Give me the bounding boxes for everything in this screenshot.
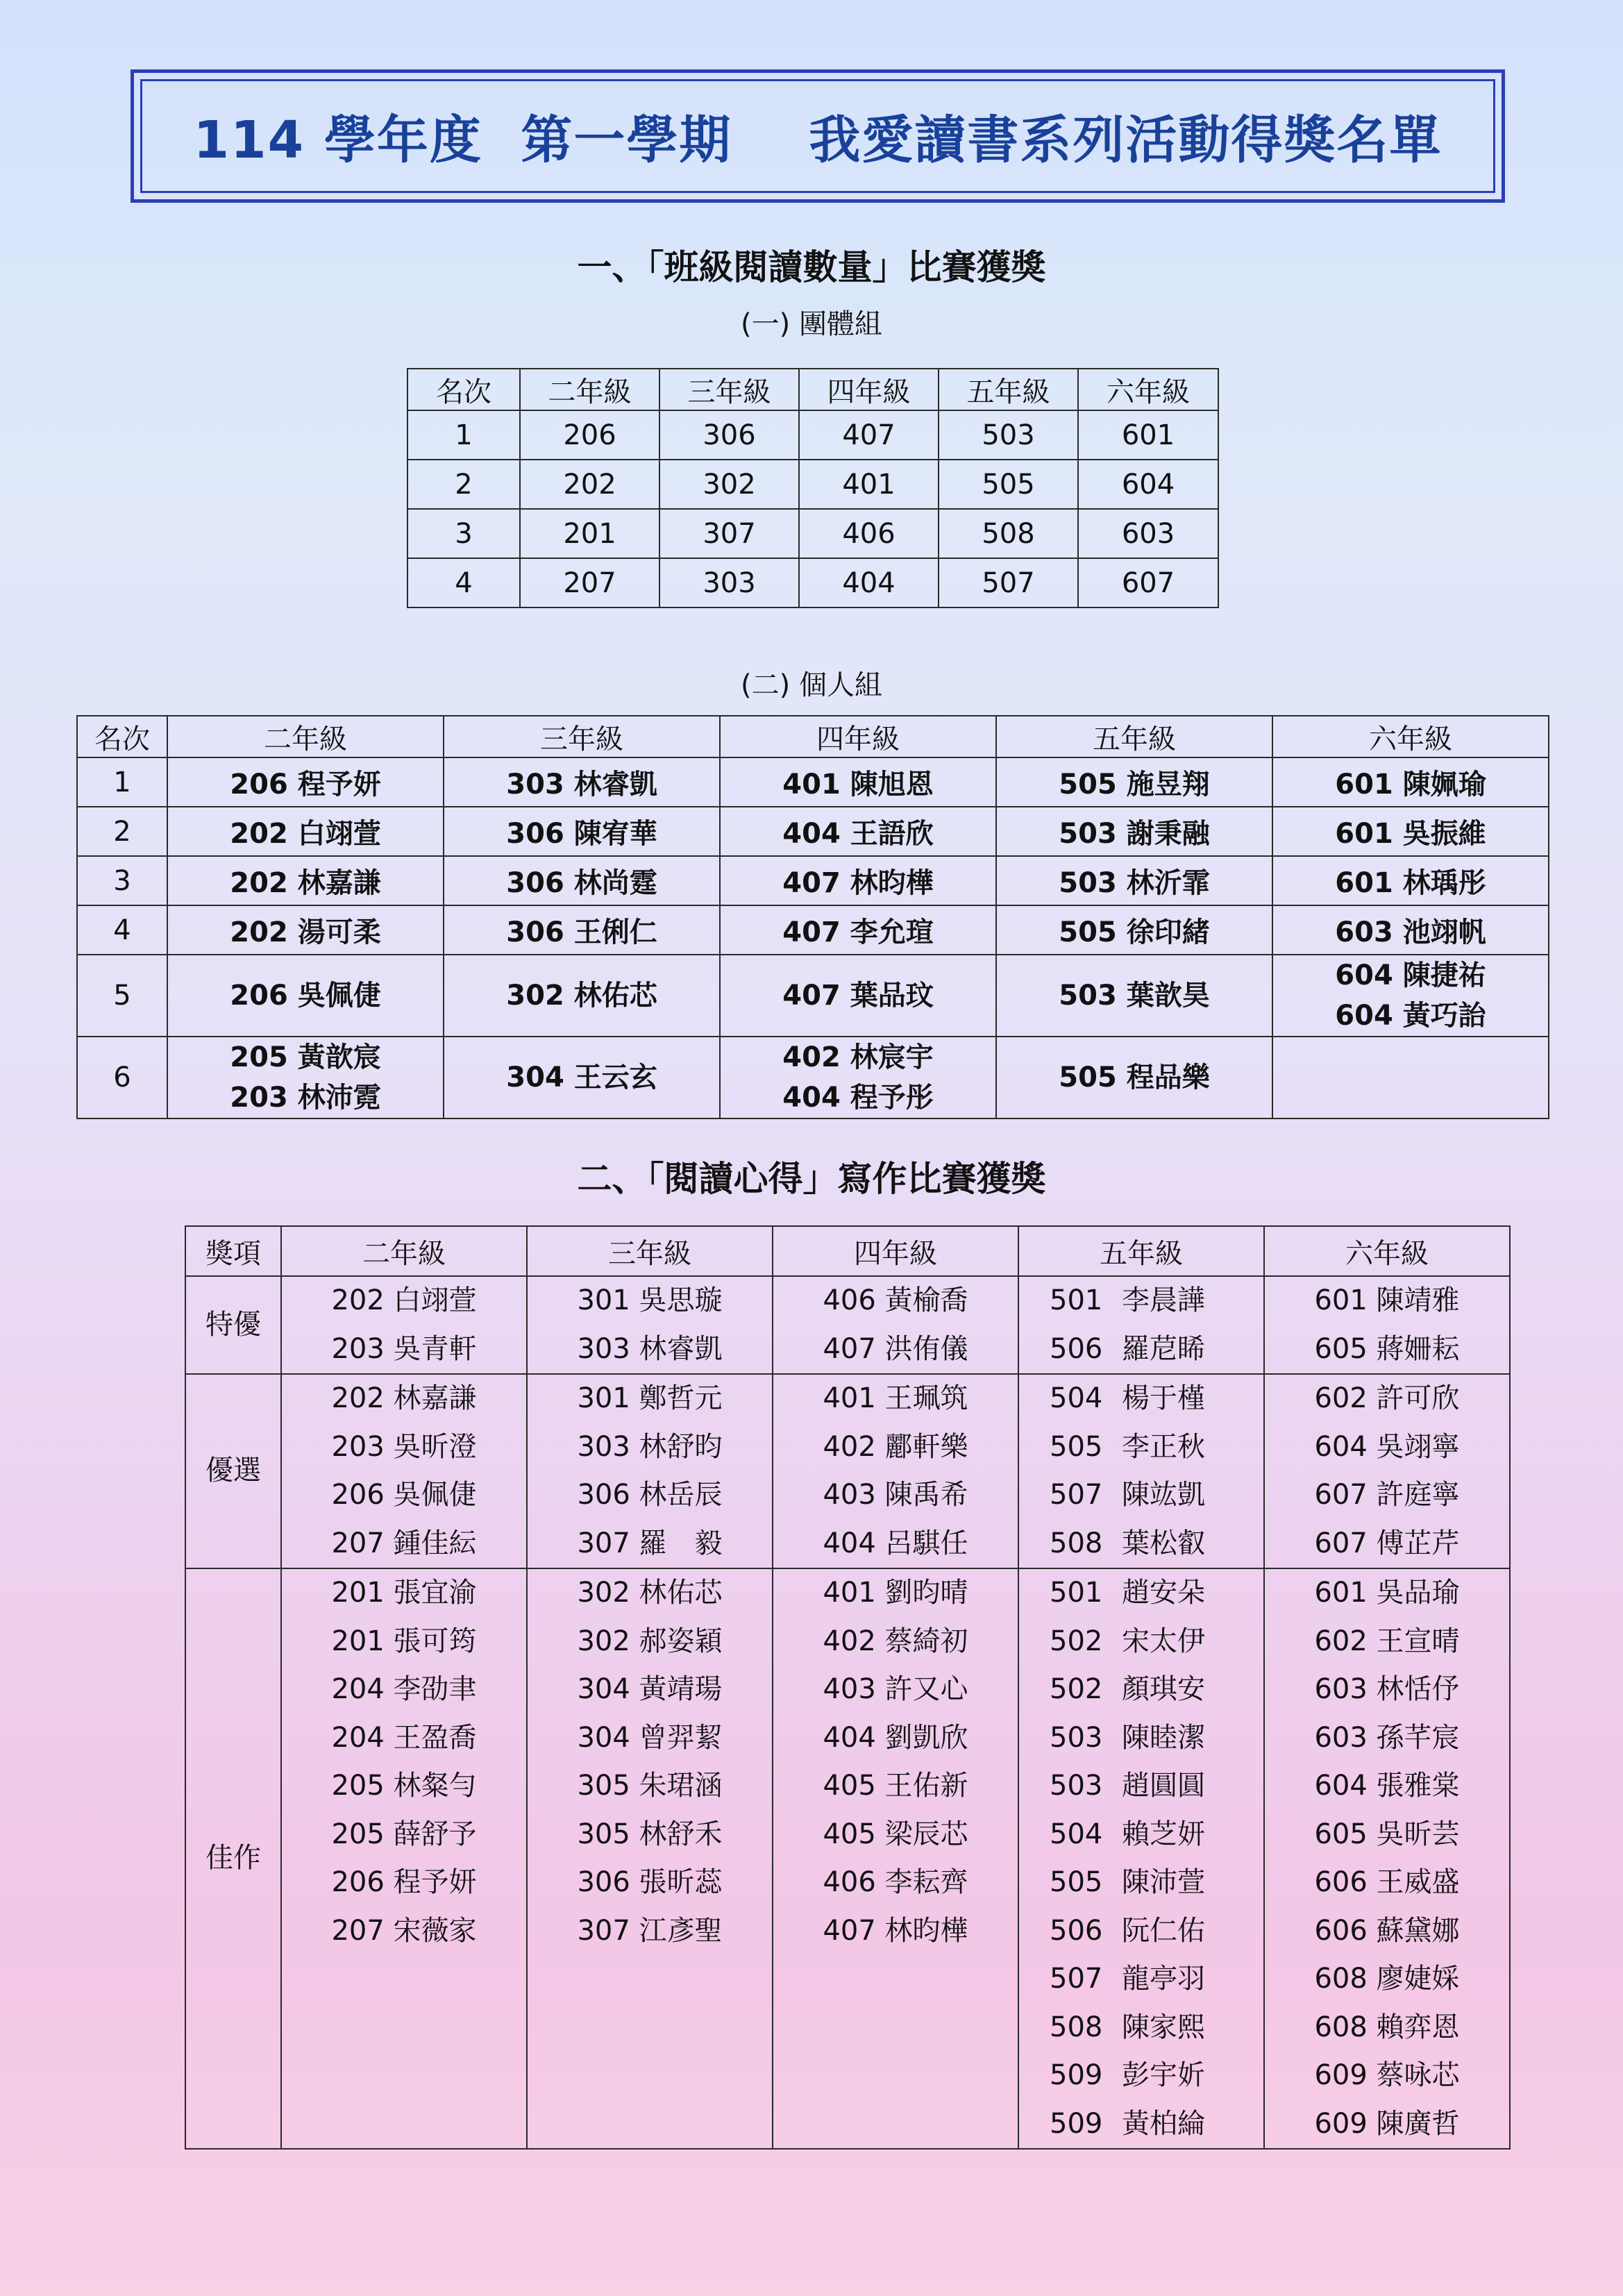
student-cell bbox=[167, 905, 444, 955]
class-number: 503 bbox=[1050, 1721, 1103, 1754]
student-name: 202 林嘉謙 bbox=[331, 1382, 477, 1414]
student-name bbox=[1050, 1762, 1263, 1811]
student-name-text: 陳沛萱 bbox=[1122, 1866, 1205, 1898]
student-name: 609 蔡咏芯 bbox=[1314, 2059, 1460, 2091]
student-cell bbox=[1272, 905, 1549, 955]
student-name: 604 吳翊寧 bbox=[1314, 1430, 1460, 1463]
student-cell bbox=[281, 1568, 527, 2149]
class-cell: 604 bbox=[1078, 460, 1218, 509]
student-name: 306 陳宥華 bbox=[506, 818, 657, 850]
table-row bbox=[407, 509, 1218, 558]
student-name: 605 吳昕芸 bbox=[1314, 1818, 1460, 1850]
student-name: 603 池翊帆 bbox=[1335, 916, 1486, 948]
class-cell: 406 bbox=[799, 509, 939, 558]
student-name: 206 程予妍 bbox=[230, 769, 381, 801]
student-name: 206 吳佩倢 bbox=[230, 980, 381, 1012]
column-header: 六年級 bbox=[1272, 716, 1549, 757]
student-cell bbox=[444, 905, 720, 955]
column-header: 三年級 bbox=[444, 716, 720, 757]
student-name: 605 蔣姍耘 bbox=[1314, 1332, 1460, 1365]
student-name bbox=[1050, 1471, 1263, 1520]
student-cell bbox=[1272, 856, 1549, 905]
student-name bbox=[1050, 1859, 1263, 1907]
class-number: 501 bbox=[1050, 1284, 1103, 1316]
class-cell: 607 bbox=[1078, 558, 1218, 607]
student-cell bbox=[527, 1374, 773, 1568]
class-number: 501 bbox=[1050, 1577, 1103, 1609]
student-name-text: 趙圓圓 bbox=[1122, 1770, 1205, 1802]
student-name: 303 林睿凱 bbox=[506, 769, 657, 801]
student-name: 204 王盈喬 bbox=[331, 1721, 477, 1754]
student-name-text: 羅苨睎 bbox=[1122, 1332, 1205, 1365]
student-name: 207 宋薇家 bbox=[331, 1914, 477, 1947]
student-cell bbox=[720, 856, 996, 905]
student-name: 303 林睿凱 bbox=[577, 1332, 723, 1365]
student-name-text: 顏琪安 bbox=[1122, 1673, 1205, 1705]
group-ranking-table bbox=[407, 368, 1219, 608]
student-name: 404 程予彤 bbox=[782, 1082, 934, 1114]
student-name: 607 傅芷芹 bbox=[1314, 1527, 1460, 1559]
student-name: 407 洪侑儀 bbox=[823, 1332, 968, 1365]
student-cell bbox=[720, 757, 996, 807]
student-name: 402 林宸宇 bbox=[782, 1041, 934, 1073]
student-name: 401 王珮筑 bbox=[823, 1382, 968, 1414]
student-cell bbox=[1272, 1037, 1549, 1118]
student-cell bbox=[773, 1568, 1018, 2149]
class-cell: 503 bbox=[939, 410, 1078, 460]
student-name: 601 吳振維 bbox=[1335, 818, 1486, 850]
student-name: 402 蔡綺初 bbox=[823, 1625, 968, 1657]
student-name: 306 林尚霆 bbox=[506, 867, 657, 899]
column-header: 二年級 bbox=[167, 716, 444, 757]
class-number: 508 bbox=[1050, 2011, 1103, 2043]
student-name: 307 羅 毅 bbox=[577, 1527, 723, 1559]
student-name: 601 林瑀彤 bbox=[1335, 867, 1486, 899]
class-cell: 404 bbox=[799, 558, 939, 607]
student-name bbox=[1050, 1375, 1263, 1423]
student-name-text: 黃柏綸 bbox=[1122, 2107, 1205, 2140]
title-banner bbox=[131, 69, 1505, 203]
student-name: 202 湯可柔 bbox=[230, 916, 381, 948]
student-name: 603 孫芊宸 bbox=[1314, 1721, 1460, 1754]
student-name: 505 徐印緒 bbox=[1059, 916, 1210, 948]
student-cell bbox=[527, 1276, 773, 1374]
student-name: 601 陳姵瑜 bbox=[1335, 769, 1486, 801]
class-number: 507 bbox=[1050, 1963, 1103, 1995]
student-name: 407 李允瑄 bbox=[782, 916, 934, 948]
column-header: 名次 bbox=[77, 716, 167, 757]
student-name: 305 林舒禾 bbox=[577, 1818, 723, 1850]
class-number: 509 bbox=[1050, 2059, 1103, 2091]
student-name: 601 吳品瑜 bbox=[1314, 1577, 1460, 1609]
student-name: 201 張可筠 bbox=[331, 1625, 477, 1657]
student-name: 407 林昀樺 bbox=[823, 1914, 968, 1947]
class-cell: 401 bbox=[799, 460, 939, 509]
student-name-text: 宋太伊 bbox=[1122, 1625, 1205, 1657]
table-header-row bbox=[185, 1226, 1510, 1276]
student-name: 305 朱珺涵 bbox=[577, 1770, 723, 1802]
student-name: 604 陳捷祐 bbox=[1335, 960, 1486, 991]
student-cell bbox=[1264, 1276, 1510, 1374]
student-name bbox=[1050, 2052, 1263, 2100]
award-cell: 特優 bbox=[185, 1276, 281, 1374]
student-name: 304 黃靖瑒 bbox=[577, 1673, 723, 1705]
student-name: 503 葉歆昊 bbox=[1059, 980, 1210, 1012]
student-cell bbox=[281, 1276, 527, 1374]
student-cell bbox=[720, 807, 996, 856]
student-name: 402 酈軒樂 bbox=[823, 1430, 968, 1463]
student-name bbox=[1050, 1666, 1263, 1714]
student-cell bbox=[996, 757, 1272, 807]
student-name-text: 彭宇妡 bbox=[1122, 2059, 1205, 2091]
student-name-text: 龍亭羽 bbox=[1122, 1963, 1205, 1995]
student-cell bbox=[996, 955, 1272, 1037]
rank-cell: 2 bbox=[77, 807, 167, 856]
column-header: 四年級 bbox=[773, 1226, 1018, 1276]
student-name-text: 陳睦潔 bbox=[1122, 1721, 1205, 1754]
student-name: 604 張雅棠 bbox=[1314, 1770, 1460, 1802]
student-name: 203 林沛霓 bbox=[230, 1082, 381, 1114]
column-header: 五年級 bbox=[1018, 1226, 1264, 1276]
student-name: 404 呂騏任 bbox=[823, 1527, 968, 1559]
student-cell bbox=[444, 856, 720, 905]
student-name bbox=[1050, 1423, 1263, 1472]
student-name: 403 許又心 bbox=[823, 1673, 968, 1705]
student-name: 203 吳昕澄 bbox=[331, 1430, 477, 1463]
column-header: 四年級 bbox=[799, 369, 939, 410]
student-name: 302 郝姿穎 bbox=[577, 1625, 723, 1657]
class-cell: 202 bbox=[520, 460, 659, 509]
rank-cell: 1 bbox=[407, 410, 520, 460]
student-name: 201 張宜渝 bbox=[331, 1577, 477, 1609]
student-name: 602 許可欣 bbox=[1314, 1382, 1460, 1414]
class-cell: 603 bbox=[1078, 509, 1218, 558]
student-cell bbox=[167, 1037, 444, 1118]
individual-ranking-table bbox=[76, 715, 1549, 1119]
rank-cell: 4 bbox=[407, 558, 520, 607]
student-name: 406 李耘齊 bbox=[823, 1866, 968, 1898]
class-number: 502 bbox=[1050, 1625, 1103, 1657]
table-row bbox=[185, 1276, 1510, 1374]
student-name bbox=[1050, 1907, 1263, 1956]
student-name: 203 吳青軒 bbox=[331, 1332, 477, 1365]
table-header-row bbox=[77, 716, 1549, 757]
student-name: 306 林岳辰 bbox=[577, 1479, 723, 1511]
table-row bbox=[77, 856, 1549, 905]
student-cell bbox=[773, 1374, 1018, 1568]
class-cell: 601 bbox=[1078, 410, 1218, 460]
student-name: 406 黃榆喬 bbox=[823, 1284, 968, 1316]
student-cell bbox=[167, 856, 444, 905]
student-name-text: 阮仁佑 bbox=[1122, 1914, 1205, 1947]
student-name: 404 王語欣 bbox=[782, 818, 934, 850]
student-name: 604 黃巧詒 bbox=[1335, 1000, 1486, 1032]
student-name: 609 陳廣哲 bbox=[1314, 2107, 1460, 2140]
student-name bbox=[1050, 2100, 1263, 2149]
student-cell bbox=[1264, 1374, 1510, 1568]
class-number: 502 bbox=[1050, 1673, 1103, 1705]
student-cell bbox=[720, 905, 996, 955]
student-name: 608 賴弈恩 bbox=[1314, 2011, 1460, 2043]
student-name: 405 王佑新 bbox=[823, 1770, 968, 1802]
student-name: 304 曾羿絜 bbox=[577, 1721, 723, 1754]
student-name: 602 王宣晴 bbox=[1314, 1625, 1460, 1657]
student-name bbox=[1050, 1325, 1263, 1374]
class-number: 504 bbox=[1050, 1382, 1103, 1414]
student-name: 607 許庭寧 bbox=[1314, 1479, 1460, 1511]
column-header: 六年級 bbox=[1078, 369, 1218, 410]
student-cell bbox=[996, 807, 1272, 856]
student-name bbox=[1050, 1714, 1263, 1763]
student-name: 202 白翊萱 bbox=[230, 818, 381, 850]
student-name: 404 劉凱欣 bbox=[823, 1721, 968, 1754]
rank-cell: 1 bbox=[77, 757, 167, 807]
student-name: 407 葉品玟 bbox=[782, 980, 934, 1012]
student-name: 206 吳佩倢 bbox=[331, 1479, 477, 1511]
student-cell bbox=[167, 757, 444, 807]
student-name: 505 施昱翔 bbox=[1059, 769, 1210, 801]
student-name: 603 林恬伃 bbox=[1314, 1673, 1460, 1705]
column-header: 二年級 bbox=[281, 1226, 527, 1276]
section2-heading: 二、「閱讀心得」寫作比賽獲獎 bbox=[577, 1159, 1046, 1199]
student-name: 503 謝秉融 bbox=[1059, 818, 1210, 850]
student-name-text: 陳竑凱 bbox=[1122, 1479, 1205, 1511]
student-name: 306 王俐仁 bbox=[506, 916, 657, 948]
student-name-text: 趙安朵 bbox=[1122, 1577, 1205, 1609]
column-header: 二年級 bbox=[520, 369, 659, 410]
student-name: 202 白翊萱 bbox=[331, 1284, 477, 1316]
student-cell bbox=[167, 807, 444, 856]
student-cell bbox=[773, 1276, 1018, 1374]
student-cell bbox=[996, 1037, 1272, 1118]
student-cell bbox=[996, 856, 1272, 905]
class-number: 504 bbox=[1050, 1818, 1103, 1850]
student-cell bbox=[527, 1568, 773, 2149]
student-name: 204 李劭聿 bbox=[331, 1673, 477, 1705]
class-cell: 507 bbox=[939, 558, 1078, 607]
class-cell: 508 bbox=[939, 509, 1078, 558]
student-name bbox=[1050, 1520, 1263, 1568]
student-cell bbox=[281, 1374, 527, 1568]
student-name: 601 陳靖雅 bbox=[1314, 1284, 1460, 1316]
column-header: 六年級 bbox=[1264, 1226, 1510, 1276]
student-name: 207 鍾佳紜 bbox=[331, 1527, 477, 1559]
column-header: 獎項 bbox=[185, 1226, 281, 1276]
student-name: 301 吳思璇 bbox=[577, 1284, 723, 1316]
table-row bbox=[185, 1568, 1510, 2149]
student-name: 206 程予妍 bbox=[331, 1866, 477, 1898]
class-number: 506 bbox=[1050, 1914, 1103, 1947]
individual-subheading: (二) 個人組 bbox=[741, 669, 882, 701]
section1-heading: 一、「班級閱讀數量」比賽獲獎 bbox=[577, 247, 1046, 287]
student-name: 301 鄭哲元 bbox=[577, 1382, 723, 1414]
student-name: 405 梁辰芯 bbox=[823, 1818, 968, 1850]
student-name-text: 李正秋 bbox=[1122, 1430, 1205, 1463]
student-name-text: 陳家熙 bbox=[1122, 2011, 1205, 2043]
class-number: 507 bbox=[1050, 1479, 1103, 1511]
class-cell: 307 bbox=[659, 509, 799, 558]
student-name: 205 林粲勻 bbox=[331, 1770, 477, 1802]
class-cell: 407 bbox=[799, 410, 939, 460]
student-name-text: 李晨譁 bbox=[1122, 1284, 1205, 1316]
student-name: 302 林佑芯 bbox=[506, 980, 657, 1012]
table-row bbox=[407, 410, 1218, 460]
column-header: 名次 bbox=[407, 369, 520, 410]
student-name bbox=[1050, 2004, 1263, 2052]
student-cell bbox=[720, 955, 996, 1037]
student-name-text: 葉松叡 bbox=[1122, 1527, 1205, 1559]
student-name: 303 林舒昀 bbox=[577, 1430, 723, 1463]
award-cell: 佳作 bbox=[185, 1568, 281, 2149]
rank-cell: 3 bbox=[77, 856, 167, 905]
column-header: 三年級 bbox=[659, 369, 799, 410]
student-cell bbox=[720, 1037, 996, 1118]
table-row bbox=[77, 955, 1549, 1037]
student-cell bbox=[1272, 807, 1549, 856]
student-name bbox=[1050, 1569, 1263, 1618]
class-number: 509 bbox=[1050, 2107, 1103, 2140]
student-name: 205 薛舒予 bbox=[331, 1818, 477, 1850]
class-cell: 201 bbox=[520, 509, 659, 558]
student-cell bbox=[1018, 1276, 1264, 1374]
student-name: 401 劉昀晴 bbox=[823, 1577, 968, 1609]
column-header: 四年級 bbox=[720, 716, 996, 757]
student-name: 307 江彥聖 bbox=[577, 1914, 723, 1947]
class-number: 508 bbox=[1050, 1527, 1103, 1559]
class-number: 506 bbox=[1050, 1332, 1103, 1365]
class-cell: 207 bbox=[520, 558, 659, 607]
student-cell bbox=[444, 757, 720, 807]
essay-award-table bbox=[185, 1225, 1511, 2150]
student-name: 202 林嘉謙 bbox=[230, 867, 381, 899]
student-name bbox=[1050, 1955, 1263, 2004]
student-name bbox=[1050, 1811, 1263, 1859]
table-row bbox=[77, 807, 1549, 856]
class-number: 505 bbox=[1050, 1430, 1103, 1463]
student-name: 205 黃歆宸 bbox=[230, 1041, 381, 1073]
table-row bbox=[77, 757, 1549, 807]
student-name: 306 張昕蕊 bbox=[577, 1866, 723, 1898]
class-cell: 302 bbox=[659, 460, 799, 509]
rank-cell: 2 bbox=[407, 460, 520, 509]
table-row bbox=[77, 905, 1549, 955]
column-header: 五年級 bbox=[996, 716, 1272, 757]
rank-cell: 6 bbox=[77, 1037, 167, 1118]
student-cell bbox=[1018, 1374, 1264, 1568]
student-name: 503 林沂霏 bbox=[1059, 867, 1210, 899]
column-header: 五年級 bbox=[939, 369, 1078, 410]
student-cell bbox=[444, 807, 720, 856]
class-number: 503 bbox=[1050, 1770, 1103, 1802]
column-header: 三年級 bbox=[527, 1226, 773, 1276]
student-name-text: 賴芝妍 bbox=[1122, 1818, 1205, 1850]
student-cell bbox=[1272, 757, 1549, 807]
class-cell: 206 bbox=[520, 410, 659, 460]
table-row bbox=[407, 558, 1218, 607]
student-cell bbox=[996, 905, 1272, 955]
student-cell bbox=[1272, 955, 1549, 1037]
student-name: 403 陳禹希 bbox=[823, 1479, 968, 1511]
rank-cell: 4 bbox=[77, 905, 167, 955]
class-cell: 303 bbox=[659, 558, 799, 607]
student-name: 608 廖婕婇 bbox=[1314, 1963, 1460, 1995]
student-cell bbox=[167, 955, 444, 1037]
student-name bbox=[1050, 1277, 1263, 1325]
class-cell: 306 bbox=[659, 410, 799, 460]
student-cell bbox=[444, 1037, 720, 1118]
award-cell: 優選 bbox=[185, 1374, 281, 1568]
student-cell bbox=[444, 955, 720, 1037]
group-subheading: (一) 團體組 bbox=[741, 308, 882, 340]
student-cell bbox=[1264, 1568, 1510, 2149]
table-header-row bbox=[407, 369, 1218, 410]
table-row bbox=[407, 460, 1218, 509]
student-name: 606 蘇黛娜 bbox=[1314, 1914, 1460, 1947]
student-name: 302 林佑芯 bbox=[577, 1577, 723, 1609]
student-name bbox=[1050, 1618, 1263, 1666]
class-cell: 505 bbox=[939, 460, 1078, 509]
table-row bbox=[77, 1037, 1549, 1118]
student-cell bbox=[1018, 1568, 1264, 2149]
table-row bbox=[185, 1374, 1510, 1568]
student-name: 505 程品樂 bbox=[1059, 1062, 1210, 1093]
student-name: 606 王威盛 bbox=[1314, 1866, 1460, 1898]
rank-cell: 5 bbox=[77, 955, 167, 1037]
student-name: 304 王云玄 bbox=[506, 1062, 657, 1093]
page-title: 114 學年度 第一學期 我愛讀書系列活動得獎名單 bbox=[193, 110, 1443, 170]
student-name: 407 林昀樺 bbox=[782, 867, 934, 899]
rank-cell: 3 bbox=[407, 509, 520, 558]
class-number: 505 bbox=[1050, 1866, 1103, 1898]
student-name: 401 陳旭恩 bbox=[782, 769, 934, 801]
student-name-text: 楊于槿 bbox=[1122, 1382, 1205, 1414]
